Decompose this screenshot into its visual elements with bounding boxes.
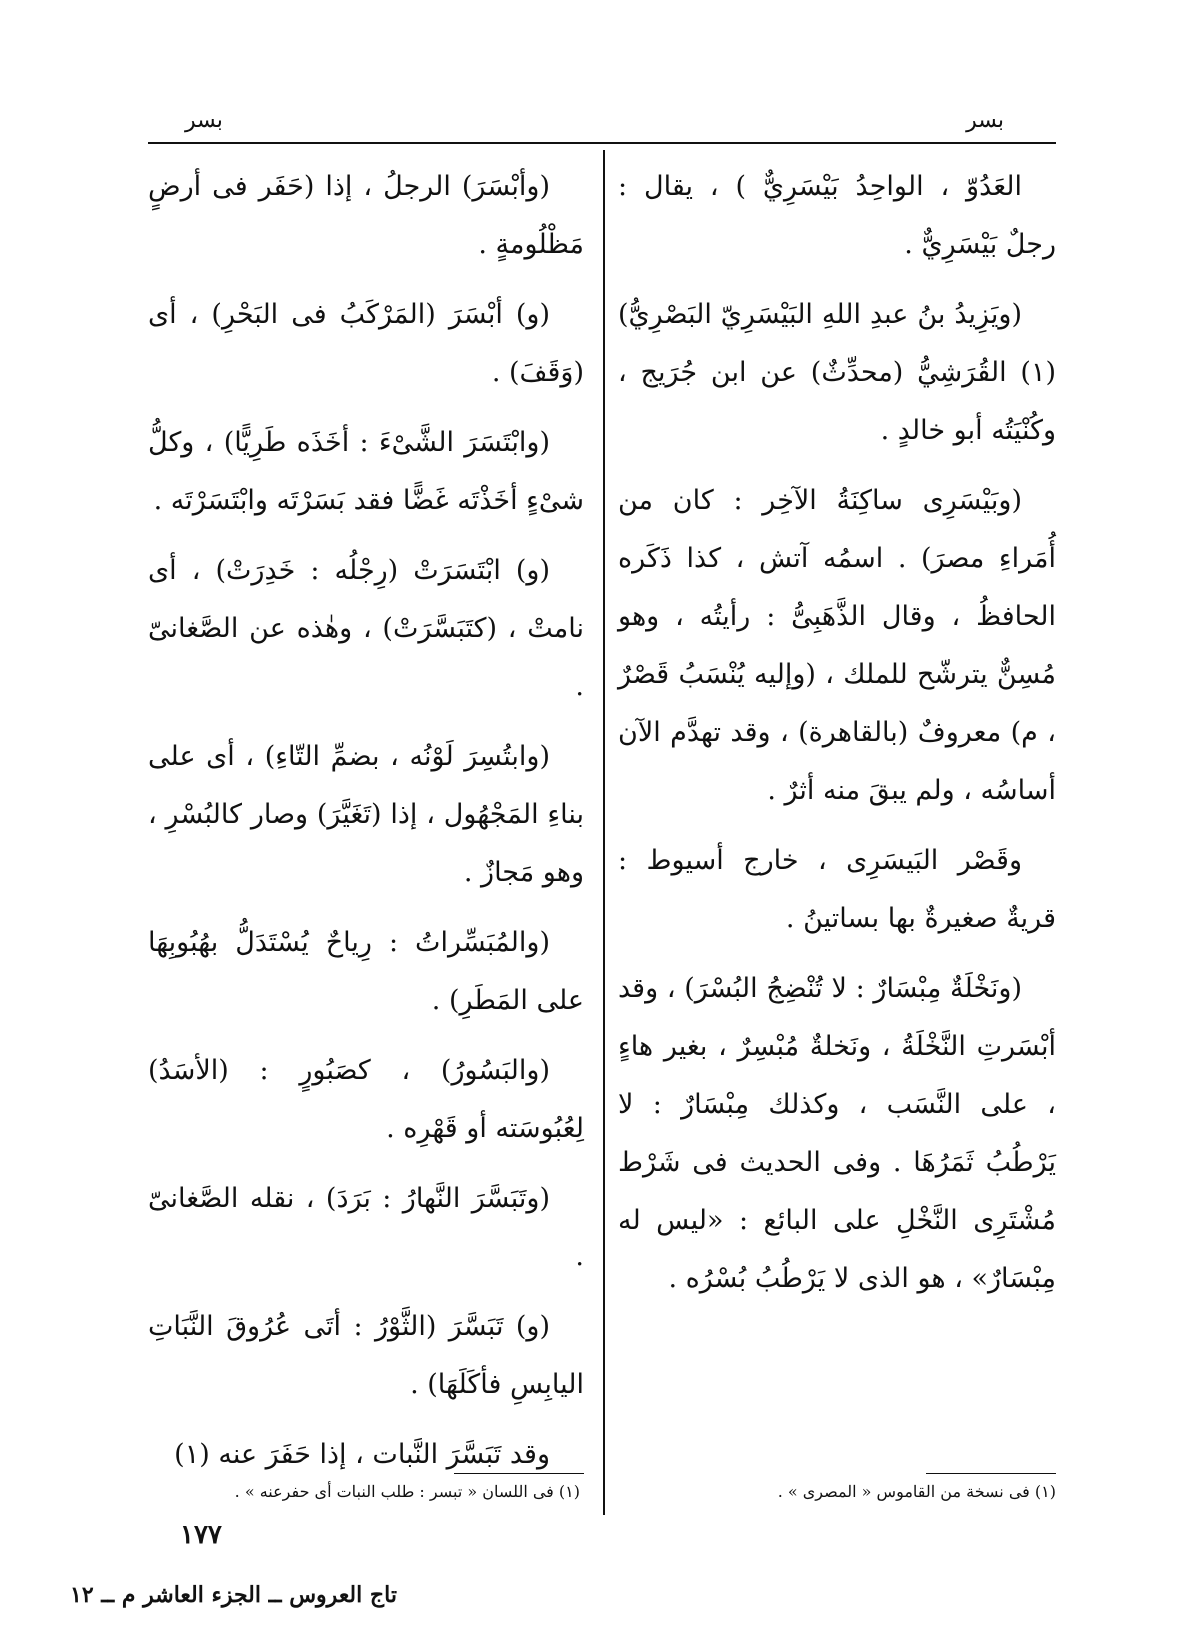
paragraph: (ونَخْلَةٌ مِبْسَارٌ : لا تُنْضِجُ البُسْرَ) ، وقد أبْسَرتِ النَّخْلَةُ ، ونَخلةٌ مُبْسِرٌ ، بغير هاءٍ ، على النَّسَب ، وكذلك مِبْسَارٌ : لا يَرْطُبُ ثَمَرُهَا . وفى الحديث فى شَرْط مُشْتَرِى النَّخْلِ على البائع : «ليس له مِبْسَارٌ» ، هو الذى لا يَرْطُبُ بُسْرُه .	[618, 973, 1056, 1294]
paragraph: وقَصْر البَيسَرِى ، خارج أسيوط : قريةٌ صغيرةٌ بها بساتينُ .	[618, 845, 1056, 934]
paragraph: العَدُوّ ، الواحِدُ بَيْسَرِيٌّ ) ، يقال : رجلٌ بَيْسَرِيٌّ .	[618, 171, 1056, 260]
page-number: ١٧٧	[180, 1520, 222, 1550]
paragraph: (و) أبْسَرَ (المَرْكَبُ فى البَحْرِ) ، أى (وَقَفَ) .	[148, 299, 584, 388]
paragraph: (و) ابْتَسَرَتْ (رِجْلُه : خَدِرَتْ) ، أى نامتْ ، (كتَبَسَّرَتْ) ، وهٰذه عن الصَّغانىّ .	[148, 555, 584, 702]
paragraph: (ويَزِيدُ بنُ عبدِ اللهِ البَيْسَرِيّ البَصْرِيُّ)(١) القُرَشِيُّ (محدِّثٌ) عن ابن جُرَيج ، وكُنْيَتُه أبو خالدٍ .	[618, 299, 1056, 446]
paragraph: (و) تَبَسَّرَ (الثَّوْرُ : أتَى عُرُوقَ النَّبَاتِ اليابِسِ فأكَلَهَا) .	[148, 1311, 584, 1400]
left-column	[148, 158, 584, 1496]
paragraph: (والبَسُورُ) ، كصَبُورٍ : (الأسَدُ) لِعُبُوسَته أو قَهْرِه .	[148, 1055, 584, 1144]
book-footer: تاج العروس ــ الجزء العاشر م ــ ١٢	[70, 1582, 397, 1608]
footnote-rule-left	[454, 1473, 584, 1474]
header-rule	[148, 142, 1056, 144]
footnote-right: (١) فى نسخة من القاموس « المصرى » .	[777, 1482, 1056, 1501]
paragraph: (وابْتَسَرَ الشَّىْءَ : أخَذَه طَرِيًّا) ، وكلُّ شىْءٍ أخَذْتَه غَضًّا فقد بَسَرْتَه وابْتَسَرْتَه .	[148, 427, 584, 516]
footnote-rule-right	[926, 1473, 1056, 1474]
paragraph: (والمُبَسِّراتُ : رِياحٌ يُسْتَدَلُّ بهُبُوبِهَا على المَطَرِ) .	[148, 927, 584, 1016]
paragraph: (وأبْسَرَ) الرجلُ ، إذا (حَفَر فى أرضٍ مَظْلُومةٍ .	[148, 171, 584, 260]
paragraph: وقد تَبَسَّرَ النَّبات ، إذا حَفَرَ عنه (١)	[174, 1439, 550, 1470]
paragraph: (وتَبَسَّرَ النَّهارُ : بَرَدَ) ، نقله الصَّغانىّ .	[148, 1183, 584, 1272]
paragraph: (وابتُسِرَ لَوْنُه ، بضمِّ التّاءِ) ، أى على بناءِ المَجْهُول ، إذا (تَغَيَّرَ) وصار كالبُسْرِ ، وهو مَجازٌ .	[148, 741, 584, 888]
running-header-right: بسر	[966, 108, 1004, 133]
right-column	[618, 158, 1056, 1320]
footnote-left: (١) فى اللسان « تبسر : طلب النبات أى حفرعنه » .	[234, 1482, 580, 1501]
column-divider	[603, 150, 605, 1515]
paragraph: (وبَيْسَرِى ساكِنَةُ الآخِر : كان من أُمَراءِ مصرَ) . اسمُه آتش ، كذا ذَكَره الحافظُ ، وقال الذَّهَبِىُّ : رأيتُه ، وهو مُسِنٌّ يترشّح للملك ، (وإليه يُنْسَبُ قَصْرٌ ، م) معروفٌ (بالقاهرة) ، وقد تهدَّم الآن أساسُه ، ولم يبقَ منه أثرٌ .	[618, 485, 1056, 806]
running-header-left: بسر	[185, 108, 223, 133]
